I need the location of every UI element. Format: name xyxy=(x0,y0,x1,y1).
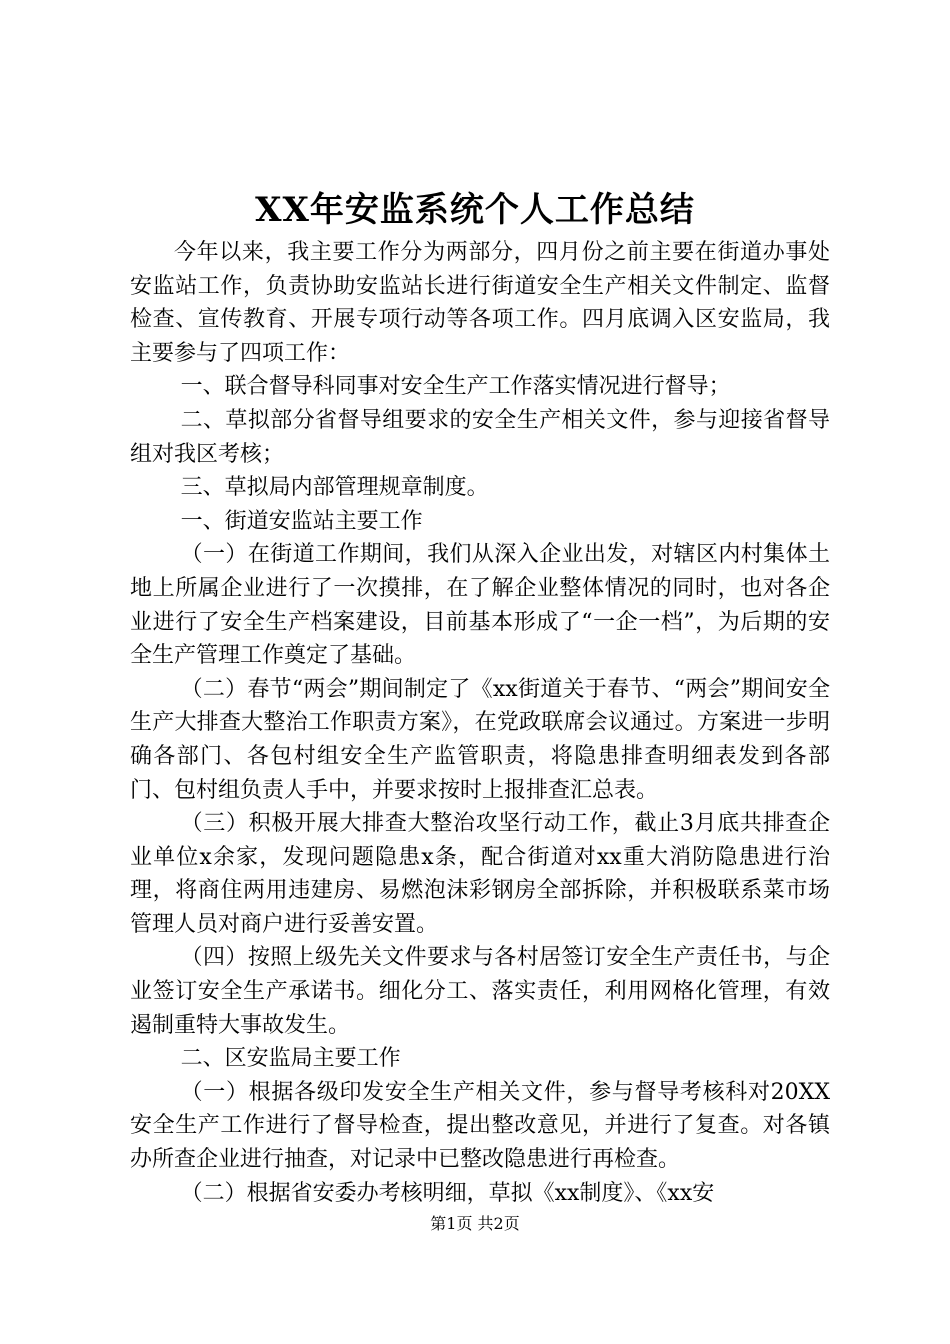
paragraph-section2-part2: （二）根据省安委办考核明细，草拟《xx制度》、《xx安 xyxy=(180,1180,715,1206)
paragraph-section1-part1: （一）在街道工作期间，我们从深入企业出发，对辖区内村集体土地上所属企业进行了一次摸排，在了解企业整体情况的同时，也对各企业进行了安全生产档案建设，目前基本形成了“一企一档”，为后期的安全生产管理工作奠定了基础。 xyxy=(130,542,830,669)
paragraph-section1-part3: （三）积极开展大排查大整治攻坚行动工作，截止3月底共排查企业单位x余家，发现问题隐患x条，配合街道对xx重大消防隐患进行治理，将商住两用违建房、易燃泡沫彩钢房全部拆除，并积极联系菜市场管理人员对商户进行妥善安置。 xyxy=(130,811,830,937)
paragraph-section1-part2: （二）春节“两会”期间制定了《xx街道关于春节、“两会”期间安全生产大排查大整治工作职责方案》，在党政联席会议通过。方案进一步明确各部门、各包村组安全生产监管职责，将隐患排查明细表发到各部门、包村组负责人手中，并要求按时上报排查汇总表。 xyxy=(130,676,830,803)
document-body xyxy=(130,236,830,1210)
paragraph-section1-part4: （四）按照上级先关文件要求与各村居签订安全生产责任书，与企业签订安全生产承诺书。细化分工、落实责任，利用网格化管理，有效遏制重特大事故发生。 xyxy=(130,945,830,1038)
section-heading-2: 二、区安监局主要工作 xyxy=(180,1046,401,1072)
paragraph-item-3: 三、草拟局内部管理规章制度。 xyxy=(180,475,489,501)
paragraph-intro: 今年以来，我主要工作分为两部分，四月份之前主要在街道办事处安监站工作，负责协助安监站长进行街道安全生产相关文件制定、监督检查、宣传教育、开展专项行动等各项工作。四月底调入区安监局，我主要参与了四项工作： xyxy=(130,240,830,366)
paragraph-item-2: 二、草拟部分省督导组要求的安全生产相关文件，参与迎接省督导组对我区考核； xyxy=(130,407,830,467)
paragraph-section2-part1: （一）根据各级印发安全生产相关文件，参与督导考核科对20XX安全生产工作进行了督导检查，提出整改意见，并进行了复查。对各镇办所查企业进行抽查，对记录中已整改隐患进行再检查。 xyxy=(130,1079,830,1173)
page-number-footer: 第1页 共2页 xyxy=(430,1214,520,1233)
section-heading-1: 一、街道安监站主要工作 xyxy=(180,508,423,534)
paragraph-item-1: 一、联合督导科同事对安全生产工作落实情况进行督导； xyxy=(180,374,731,400)
document-title: XX年安监系统个人工作总结 xyxy=(255,190,695,230)
